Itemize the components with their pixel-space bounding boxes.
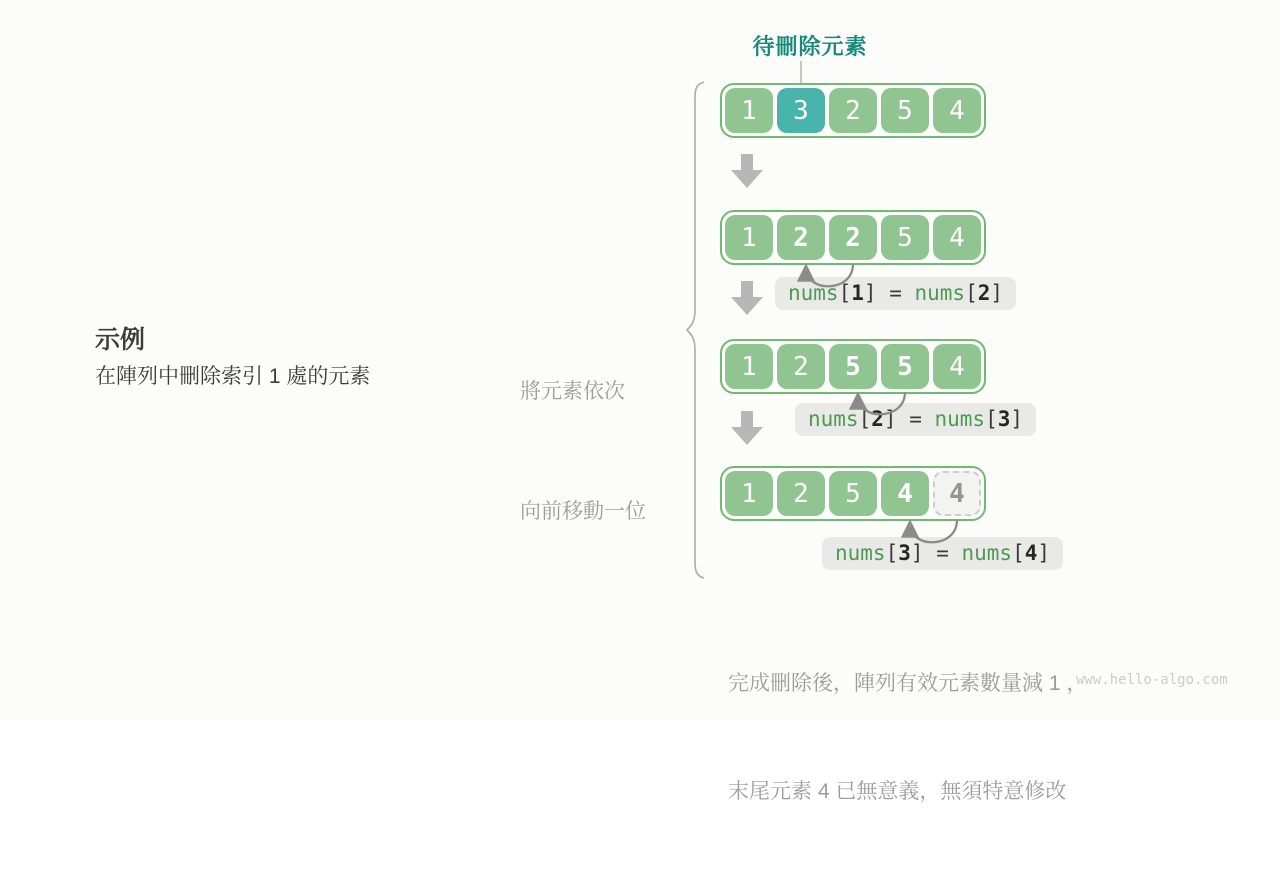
footer-note-line: 完成刪除後，陣列有效元素數量減 1 ， [728,672,1088,695]
array-cell: 1 [725,215,773,260]
array-cell: 5 [829,471,877,516]
array-cell: 4 [933,88,981,133]
array-cell: 4 [933,215,981,260]
array-cell: 4 [881,471,929,516]
down-arrow-icon [731,281,763,315]
array-cell: 4 [933,344,981,389]
assignment-code-label: nums[2] = nums[3] [795,403,1036,436]
array-cell: 1 [725,88,773,133]
side-note [520,292,646,612]
shift-arc-arrow [790,261,870,301]
assignment-code-label: nums[3] = nums[4] [822,537,1063,570]
array-cell: 2 [829,88,877,133]
array-cell: 5 [829,344,877,389]
array-cell: 2 [777,471,825,516]
flow-brace [686,81,706,579]
array-cell: 3 [777,88,825,133]
array-state-shift-step-3 [720,466,986,521]
shift-arc-arrow [894,517,974,557]
array-cell: 4 [933,471,981,516]
array-cell: 1 [725,344,773,389]
footer-note [728,594,1087,882]
pointer-line [800,61,802,84]
example-description: 在陣列中刪除索引 1 處的元素 [95,365,371,388]
array-cell: 1 [725,471,773,516]
array-state-shift-step-2 [720,339,986,394]
to-delete-label: 待刪除元素 [752,34,868,59]
array-state-shift-step-1 [720,210,986,265]
side-note-line: 將元素依次 [520,380,625,403]
assignment-code-label: nums[1] = nums[2] [775,277,1016,310]
footer-note-line: 末尾元素 4 已無意義，無須特意修改 [728,780,1067,803]
down-arrow-icon [731,154,763,188]
array-state-initial [720,83,986,138]
array-cell: 5 [881,88,929,133]
watermark: www.hello-algo.com [1076,672,1228,688]
side-note-line: 向前移動一位 [520,500,646,523]
shift-arc-arrow [842,389,922,429]
array-cell: 2 [777,344,825,389]
array-cell: 2 [829,215,877,260]
array-cell: 5 [881,344,929,389]
example-title: 示例 [95,326,146,354]
down-arrow-icon [731,411,763,445]
array-cell: 2 [777,215,825,260]
array-cell: 5 [881,215,929,260]
